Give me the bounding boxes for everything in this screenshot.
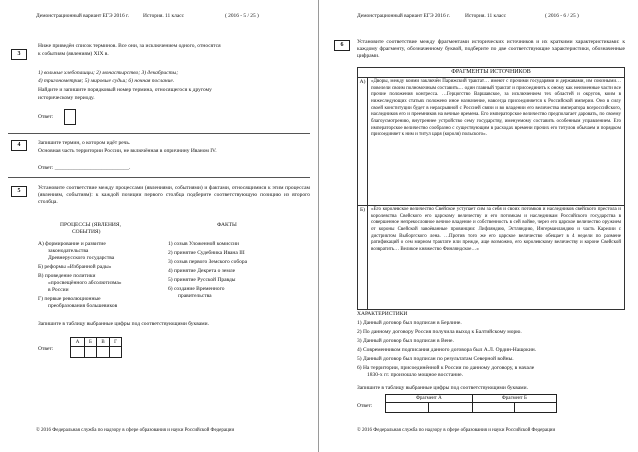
q5-fact-1: 1) созыв Уложенной комиссии xyxy=(168,241,239,247)
answer-cell[interactable] xyxy=(386,403,429,413)
q5-process-a-line3: Древнерусского государства xyxy=(48,255,115,261)
q6-answer-label: Ответ: xyxy=(357,403,373,409)
q5-process-c: В) проведение политики xyxy=(38,273,96,279)
answer-cell[interactable] xyxy=(110,347,122,358)
fragment-a-text: «Дворы, между коими заключён Парижский трактат… имеют с прочими государями и державами, им союзными… повелели своим полномочным составить… один главный трактат и присоединить к оному как неизменные части все прочие положения конгресса. …Герцогство Варшавское, за исключением тех областей и округов, коим в нижеследующих статьях положено иное назначение, навсегда присоединяется к Российской империи. Оно в силу своей конституции будет в нерасрывной с Россией связи и во владении его величества императора всероссийского, наследников его и преемников на вечные времена. Его императорское величество предполагает даровать, по своему благоусмотрению, внутреннее устройство сему государству, именуемому составить особенным управлением. Его императорское величество сообразно с существующим в расходах времени прочих его титулов обычаем и порядком присоединяет к ним и титул царя (короля) польского». xyxy=(371,79,621,138)
question-number: 5 xyxy=(11,186,27,197)
fragment-b-head: Фрагмент Б xyxy=(472,395,556,403)
header-subject: История. 11 класс xyxy=(143,13,185,19)
characteristic-item: 4) Современником подписания данного договора был А.Л. Ордин-Нащокин. xyxy=(357,347,537,353)
fragment-b-label: Б) xyxy=(358,205,368,310)
characteristic-item: 1) Данный договор был подписан в Берлине. xyxy=(357,320,462,326)
sources-title: ФРАГМЕНТЫ ИСТОЧНИКОВ xyxy=(358,68,624,78)
question-number: 4 xyxy=(11,140,27,151)
q3-answer-label: Ответ: xyxy=(38,114,54,120)
letter-cell: В xyxy=(96,338,109,347)
q6-write-prompt: Запишите в таблицу выбранные цифры под соответствующими буквами. xyxy=(357,385,528,391)
q3-terms-line2: 4) тригонометрия; 5) мировые судьи; 6) ночная послание. xyxy=(38,78,175,84)
q5-intro: Установите соответствие между процессами (явлениями, событиями) и фактами, относящимися к этим процессам (явлениям, событиям): к каждой позиции первого столбца подберите соответствующую позицию из второго столбца. xyxy=(38,185,310,205)
characteristic-item: 6) На территории, присоединённой к России по данному договору, в начале xyxy=(357,365,535,371)
divider xyxy=(8,133,310,134)
q5-col2-title: ФАКТЫ xyxy=(217,222,237,228)
header-page: ( 2016 - 5 / 25 ) xyxy=(225,13,259,19)
q4-answer-line[interactable]: Ответ: ___________________________. xyxy=(38,165,131,171)
question-number: 3 xyxy=(11,49,27,60)
letter-cell: Г xyxy=(110,338,122,347)
q5-process-a: А) формирование и развитие xyxy=(38,241,106,247)
characteristic-item: 5) Данный договор был подписан по результатам Северной войны. xyxy=(357,356,514,362)
fragment-a-head: Фрагмент А xyxy=(386,395,473,403)
fragment-a-label: А) xyxy=(358,77,368,205)
fragment-b-text: «Его королевское величество Свейское уступает сим за себя и своих потомков и наследников свейского престола и королевства Свейского его царскому величеству и его потомкам и наследникам Российского государства в совершенное непрекословное вечное владение и собственность в сей войне, через его царское величество оружием от короны Свейской завоёванные провинции: Лифляндию, Эстляндию, Ингерманландию и часть Карелии с дистриктом Выборгского лена. …Против того же его царское величество обещает в 4 недели по размене ратификаций о сем мирном трактате или прежде, аще возможно, его королевскому величеству и короне Свейской возвратить… Великое княжество Финляндское…» xyxy=(371,207,621,252)
q5-fact-3: 3) созыв первого Земского собора xyxy=(168,259,248,265)
header-page: ( 2016 - 6 / 25 ) xyxy=(545,13,579,19)
q3-task-line1: Найдите и запишите порядковый номер термина, относящегося к другому xyxy=(38,87,212,93)
letter-cell: А xyxy=(71,338,85,347)
header-subject: История. 11 класс xyxy=(465,13,507,19)
q4-line1: Запишите термин, о котором идёт речь. xyxy=(38,140,131,146)
q5-process-b: Б) реформы «Избранной рады» xyxy=(38,264,112,270)
fragment-a-row xyxy=(358,77,624,206)
q5-process-d-line2: преобразования большевиков xyxy=(48,303,118,309)
answer-cell[interactable] xyxy=(85,347,97,358)
q5-col1-title: ПРОЦЕССЫ (ЯВЛЕНИЯ, xyxy=(60,222,121,228)
q5-fact-2: 2) принятие Судебника Ивана III xyxy=(168,250,245,256)
characteristics-title: ХАРАКТЕРИСТИКИ xyxy=(357,311,408,317)
page-footer: © 2016 Федеральная служба по надзору в сфере образования и науки Российской Федерации xyxy=(357,428,556,433)
q5-process-c-line2: «просвещённого абсолютизма» xyxy=(48,280,122,286)
q5-answer-table xyxy=(70,337,122,358)
right-page xyxy=(319,0,638,452)
q6-answer-table xyxy=(385,394,557,413)
q3-terms-line1: 1) вольные хлебопашцы; 2) монастырство; 3) декабристы; xyxy=(38,70,179,76)
answer-cell[interactable] xyxy=(429,403,472,413)
q5-col1-title-line2: СОБЫТИЯ) xyxy=(72,229,101,235)
q5-process-d: Г) первые революционные xyxy=(38,296,101,302)
letter-cell: Б xyxy=(85,338,97,347)
divider xyxy=(8,177,310,178)
sources-table xyxy=(357,67,625,310)
q3-intro-line1: Ниже приведён список терминов. Все они, за исключением одного, относятся xyxy=(38,43,221,49)
q5-process-c-line3: в России xyxy=(48,287,69,293)
answer-cell[interactable] xyxy=(514,403,556,413)
characteristic-item: 2) По данному договору Россия получила выход к Балтийскому морю. xyxy=(357,329,522,335)
characteristic-item-continued: 1830-х гг. произошло мощное восстание. xyxy=(367,372,463,378)
answer-cell[interactable] xyxy=(96,347,109,358)
q3-task-line2: историческому периоду. xyxy=(38,95,95,101)
answer-cell[interactable] xyxy=(472,403,514,413)
q3-intro-line2: к событиям (явлениям) XIX в. xyxy=(38,51,109,57)
q5-fact-4: 4) принятие Декрета о земле xyxy=(168,268,236,274)
characteristic-item: 3) Данный договор был подписан в Вене. xyxy=(357,338,454,344)
question-number: 6 xyxy=(334,40,350,51)
q5-fact-6: 6) создание Временного xyxy=(168,286,225,292)
q6-intro: Установите соответствие между фрагментами исторических источников и их краткими характеристиками: к каждому фрагменту, обозначенному буквой, подберите по две соответствующие характеристики, обозначенные цифрами. xyxy=(357,39,625,59)
q5-write-prompt: Запишите в таблицу выбранные цифры под соответствующими буквами. xyxy=(38,321,209,327)
q5-fact-5: 5) принятие Русской Правды xyxy=(168,277,236,283)
page-footer: © 2016 Федеральная служба по надзору в сфере образования и науки Российской Федерации xyxy=(36,428,235,433)
q5-answer-label: Ответ: xyxy=(38,346,54,352)
answer-cell[interactable] xyxy=(71,347,85,358)
header-variant: Демонстрационный вариант ЕГЭ 2016 г. xyxy=(36,13,129,19)
q5-process-a-line2: законодательства xyxy=(48,248,89,254)
q5-fact-6-line2: правительства xyxy=(178,293,212,299)
header-variant: Демонстрационный вариант ЕГЭ 2016 г. xyxy=(357,13,450,19)
q4-line2: Основная часть территории России, не включённая в опричнину Иваном IV. xyxy=(38,148,217,154)
fragment-b-row xyxy=(358,205,624,310)
q3-answer-field[interactable] xyxy=(64,109,76,125)
